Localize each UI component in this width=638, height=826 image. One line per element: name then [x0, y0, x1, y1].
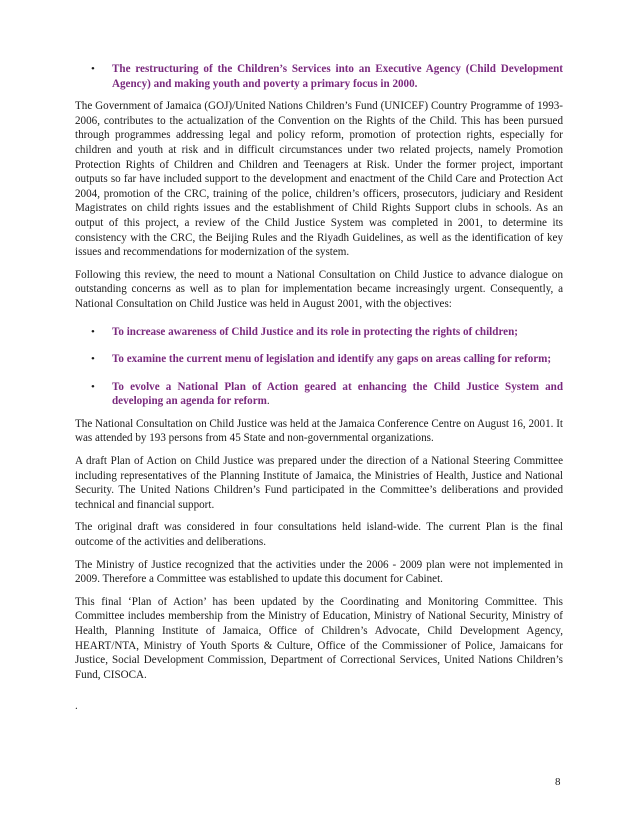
- page-number: 8: [555, 776, 561, 788]
- paragraph: The Government of Jamaica (GOJ)/United Nations Children’s Fund (UNICEF) Country Programme of 1993-2006, contributes to the actualization of the Convention on the Rights of the Child. This has been pursued through programmes addressing legal and policy reform, promotion of protection rights, especially for children and youth at risk and in difficult circumstances under two related projects, namely Promotion Protection Rights of Children and Children and Teenagers at Risk. Under the former project, important outputs so far have included support to the development and enactment of the Child Care and Protection Act 2004, promotion of the CRC, training of the police, children’s officers, prosecutors, judiciary and Resident Magistrates on child rights issues and the establishment of Child Rights Support clubs in schools. As an output of this project, a review of the Child Justice System was completed in 2001, to determine its consistency with the CRC, the Beijing Rules and the Riyadh Guidelines, as well as the identification of key issues and recommendations for modernization of the system.: [75, 100, 563, 259]
- stray-period: .: [75, 700, 78, 713]
- objective-item: [75, 380, 563, 409]
- document-body: [75, 62, 563, 714]
- bullet-icon: •: [91, 380, 95, 393]
- objective-item: [75, 352, 563, 367]
- objective-text-bold: To evolve a National Plan of Action geared at enhancing the Child Justice System and developing an agenda for reform: [112, 380, 563, 408]
- bullet-icon: •: [91, 63, 95, 75]
- paragraph: A draft Plan of Action on Child Justice was prepared under the direction of a National Steering Committee including representatives of the Planning Institute of Jamaica, the Ministries of Health, Justice and National Security. The United Nations Children’s Fund participated in the Committee’s deliberations and provided technical and financial support.: [75, 455, 563, 511]
- paragraph: The Ministry of Justice recognized that the activities under the 2006 - 2009 plan were not implemented in 2009. Therefore a Committee was established to update this document for Cabinet.: [75, 558, 563, 586]
- objective-item: [75, 325, 563, 340]
- objective-text: To increase awareness of Child Justice and its role in protecting the rights of children;: [112, 325, 518, 338]
- paragraph: This final ‘Plan of Action’ has been updated by the Coordinating and Monitoring Committee. This Committee includes membership from the Ministry of Education, Ministry of National Security, Ministry of Health, Planning Institute of Jamaica, Office of Children’s Advocate, Child Development Agency, HEART/NTA, Ministry of Youth Sports & Culture, Office of the Commissioner of Police, Jamaicans for Justice, Social Development Commission, Department of Correctional Services, United Nations Children’s Fund, CISOCA.: [75, 595, 563, 681]
- paragraph: Following this review, the need to mount a National Consultation on Child Justice to advance dialogue on outstanding concerns as well as to plan for implementation became increasingly urgent. Consequently, a National Consultation on Child Justice was held in August 2001, with the objectives:: [75, 268, 563, 310]
- paragraph: The National Consultation on Child Justice was held at the Jamaica Conference Centre on August 16, 2001. It was attended by 193 persons from 45 State and non-governmental organizations.: [75, 417, 563, 445]
- objective-text: [112, 380, 563, 409]
- bullet-text: The restructuring of the Children’s Services into an Executive Agency (Child Development Agency) and making youth and poverty a primary focus in 2000.: [112, 63, 563, 90]
- bullet-icon: •: [91, 325, 95, 338]
- bullet-icon: •: [91, 353, 95, 366]
- paragraph: The original draft was considered in four consultations held island-wide. The current Plan is the final outcome of the activities and deliberations.: [75, 521, 563, 549]
- list-item: [75, 62, 563, 91]
- objective-text: To examine the current menu of legislation and identify any gaps on areas calling for reform;: [112, 353, 552, 366]
- objective-period: .: [266, 395, 270, 408]
